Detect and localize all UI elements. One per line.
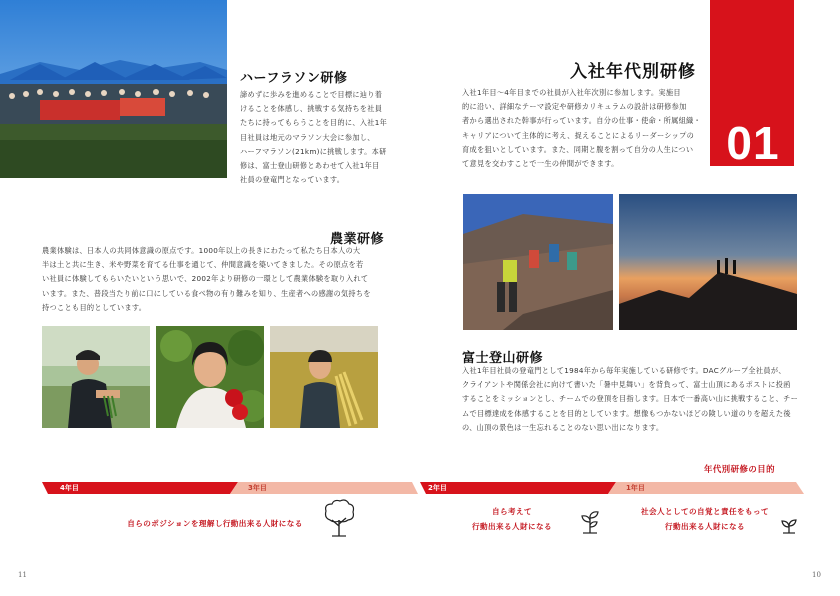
farming-photo-apples: [156, 326, 264, 428]
timeline-bands: [0, 480, 840, 496]
goal-year-2: 自ら考えて 行動出来る人財になる: [472, 507, 552, 531]
page-number-right: 10: [812, 571, 821, 579]
sprout-icon: [780, 518, 798, 534]
marathon-photo: [0, 0, 227, 178]
fuji-photo-climbers: [463, 194, 613, 330]
marathon-title: ハーフラソン研修: [240, 71, 348, 86]
timeline-year-1: 1年目: [626, 484, 645, 492]
section-title: 入社年代別研修: [570, 62, 696, 82]
sapling-icon: [579, 508, 601, 534]
fuji-photo-sunrise: [619, 194, 797, 330]
fuji-title: 富士登山研修: [462, 351, 544, 366]
tree-icon: [322, 498, 356, 538]
farming-title: 農業研修: [330, 232, 385, 247]
timeline-year-4: 4年目: [60, 484, 79, 492]
farming-photo-rice-seedlings: [42, 326, 150, 428]
section-number: 01: [726, 117, 780, 169]
marathon-text: 諦めずに歩みを進めることで目標に辿り着 けることを体感し、挑戦する気持ちを社員 たちに持ってもらうことを目的に、入社1年 目社員は地元のマラソン大会に参加し、 ハーフマラソン(21km)に挑戦します。本研 修は、富士登山研修とあわせて入社1年目 社員の登竜門となっています。: [240, 90, 388, 185]
timeline-year-2: 2年目: [428, 484, 447, 492]
page-number-left: 11: [18, 571, 27, 579]
farming-text: 農業体験は、日本人の共同体意識の原点です。1000年以上の長きにわたって私たち日本人の大 半は土と共に生き、米や野菜を育てる仕事を通じて、仲間意識を築いてきました。その原点を若 い社員に体験してもらいたいという思いで、2002年より研修の一環として農業体験を取り入れて います。また、普段当たり前に口にしている食べ物の有り難みを知り、生産者への感謝の気持ちを 持つことも目的としています。: [42, 246, 371, 312]
timeline-heading: 年代別研修の目的: [704, 464, 775, 474]
goal-year-3-4: 自らのポジションを理解し行動出来る人財になる: [127, 519, 303, 528]
timeline-year-3: 3年目: [248, 484, 267, 492]
section-intro: 入社1年目〜4年目までの社員が入社年次別に参加します。実施目 的に沿い、詳細なテーマ設定や研修カリキュラムの設計は研修参加 者から選出された幹事が行っています。自分の仕事・使命・所属組織・ キャリアについて主体的に考え、捉えることによるリーダーシップの 育成を狙いとしています。また、同期と腹を割って自分の人生につい て意見を交わすことで一生の仲間ができます。: [462, 88, 702, 169]
fuji-text: 入社1年目社員の登竜門として1984年から毎年実施している研修です。DACグループ全社員が、 クライアントや関係会社に向けて書いた「暑中見舞い」を背負って、富士山頂にあるポストに投函 することをミッションとし、チームでの登頂を目指します。日本で一番高い山に挑戦すること、チー ムで目標達成を体感することを目的としています。想像もつかないほどの険しい道のりを超えた後 の、山頂の景色は一生忘れることのない思い出になります。: [462, 366, 799, 432]
goal-year-1: 社会人としての自覚と責任をもって 行動出来る人財になる: [641, 507, 769, 531]
farming-photo-rice-harvest: [270, 326, 378, 428]
